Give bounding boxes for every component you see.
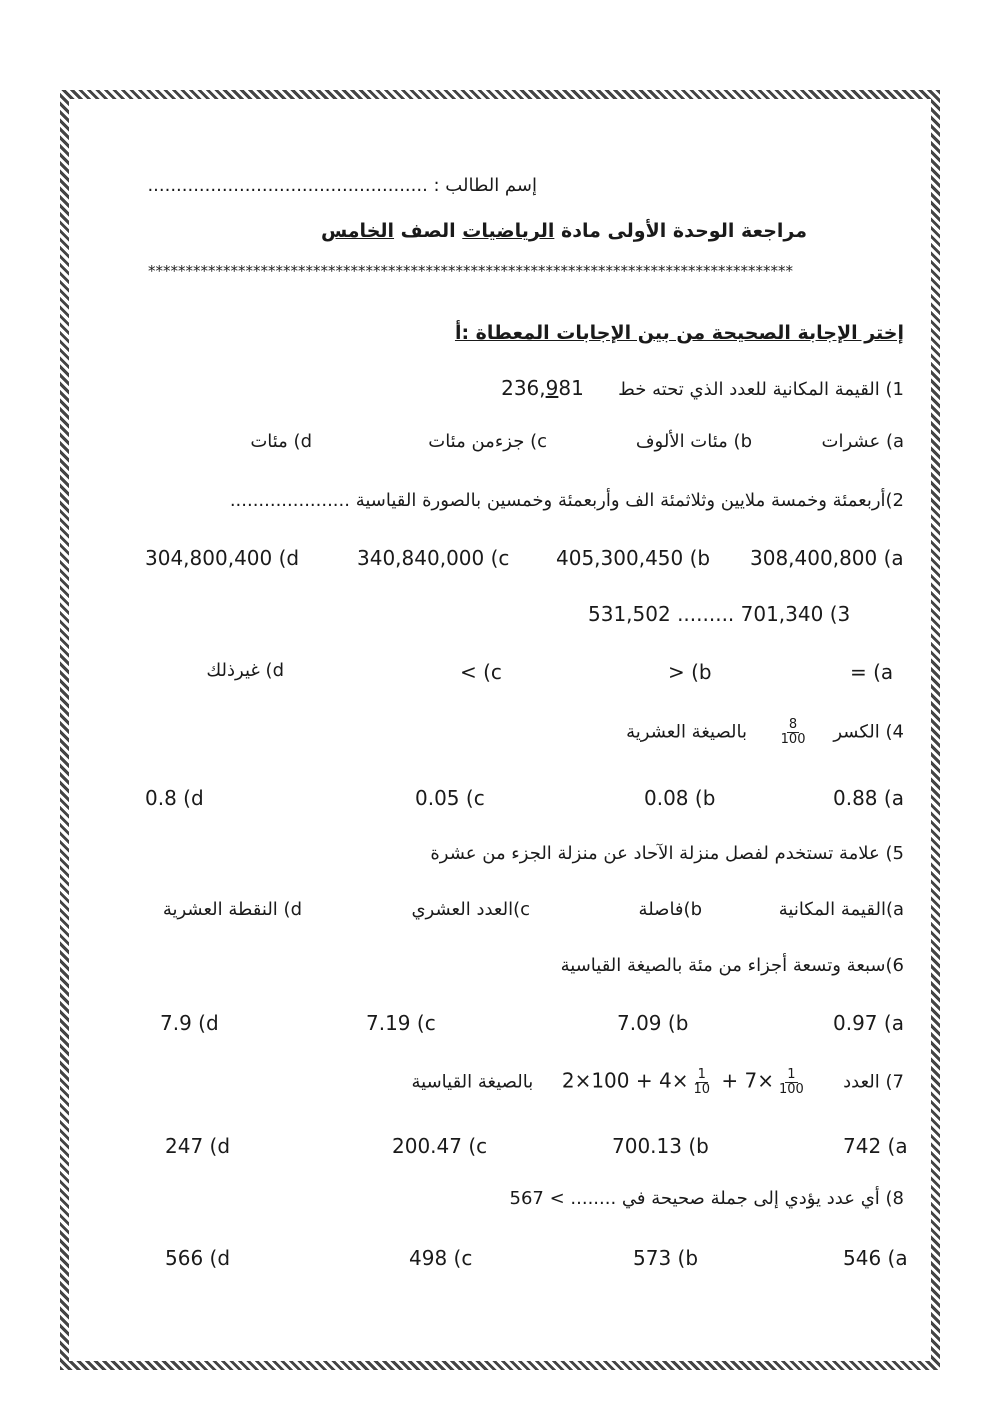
q4-option-a: 0.88 (a	[833, 786, 904, 810]
q2-option-d: 304,800,400 (d	[145, 546, 300, 570]
q8-option-b: 573 (b	[633, 1246, 699, 1270]
title-subject: الرياضيات	[462, 220, 555, 242]
student-name-line	[147, 175, 537, 196]
question-1-text: 1) القيمة المكانية للعدد الذي تحته خط	[618, 379, 904, 400]
q4-option-b: 0.08 (b	[644, 786, 716, 810]
question-3: 531,502 ......... 701,340 (3	[588, 602, 851, 626]
q6-option-a: 0.97 (a	[833, 1011, 904, 1035]
question-7-label: 7) العدد	[843, 1071, 904, 1093]
q6-option-b: 7.09 (b	[617, 1011, 689, 1035]
question-5: 5) علامة تستخدم لفصل منزلة الآحاد عن منزلة الجزء من عشرة	[430, 843, 904, 864]
fraction	[779, 718, 808, 747]
fraction-denominator: 100	[778, 1082, 804, 1097]
q6-option-c: 7.19 (c	[366, 1011, 436, 1035]
page-title	[321, 220, 807, 242]
question-4-text: 4) الكسر	[833, 721, 904, 743]
q1-option-d: d) مئات	[250, 431, 312, 452]
title-grade: الخامس	[320, 220, 395, 242]
question-7-expression	[562, 1068, 809, 1097]
q8-option-d: 566 (d	[165, 1246, 231, 1270]
q4-option-d: 0.8 (d	[145, 786, 204, 810]
q2-option-c: 340,840,000 (c	[357, 546, 510, 570]
stars-divider: **************************************************************************************	[148, 262, 793, 280]
q8-option-a: 546 (a	[843, 1246, 908, 1270]
q3-option-c: < (c	[460, 660, 502, 684]
expr-part: 2×100 + 4×	[561, 1068, 689, 1093]
question-7-text-post: بالصيغة القياسية	[411, 1071, 534, 1093]
title-text-2: الصف	[394, 220, 463, 242]
num-part-2: 81	[558, 376, 584, 400]
q2-option-b: 405,300,450 (b	[556, 546, 711, 570]
fraction-1	[691, 1068, 712, 1097]
q3-option-a: = (a	[850, 660, 894, 684]
q1-option-b: b) مئات الألوف	[635, 431, 752, 452]
fraction-numerator: 8	[788, 717, 798, 732]
q5-option-c: c)العدد العشري	[411, 899, 530, 920]
fraction-numerator: 1	[697, 1067, 706, 1082]
num-underlined: 9	[545, 376, 559, 400]
q4-option-c: 0.05 (c	[415, 786, 485, 810]
question-6: 6)سبعة وتسعة أجزاء من مئة بالصيغة القياسية	[560, 955, 904, 976]
question-7	[411, 1068, 904, 1097]
fraction-numerator: 1	[787, 1067, 796, 1082]
q7-option-a: 742 (a	[843, 1134, 908, 1158]
q5-option-b: b)فاصلة	[638, 899, 702, 920]
question-8: 8) أي عدد يؤدي إلى جملة صحيحة في ........ > 567	[509, 1188, 904, 1209]
expr-part-2: + 7×	[715, 1068, 774, 1093]
q3-option-b: > (b	[668, 660, 712, 684]
question-1	[501, 376, 904, 400]
question-1-number	[501, 376, 584, 400]
q1-option-c: c) جزءمن مئات	[428, 431, 547, 452]
q7-option-c: 200.47 (c	[392, 1134, 488, 1158]
title-text: مراجعة الوحدة الأولى مادة	[554, 220, 807, 242]
q5-option-a: a)القيمة المكانية	[778, 899, 904, 920]
question-2: 2)أربعمئة وخمسة ملايين وثلاثمئة الف وأربعمئة وخمسين بالصورة القياسية .....................	[229, 490, 904, 511]
instruction: إختر الإجابة الصحيحة من بين الإجابات المعطاة :أ	[454, 322, 904, 344]
q2-option-a: 308,400,800 (a	[750, 546, 904, 570]
question-4	[626, 718, 904, 747]
question-4-text-post: بالصيغة العشرية	[626, 721, 748, 743]
fraction-denominator: 10	[693, 1082, 711, 1097]
q7-option-d: 247 (d	[165, 1134, 231, 1158]
student-name-label: إسم الطالب : .................................................	[147, 175, 537, 196]
q5-option-d: d) النقطة العشرية	[162, 899, 302, 920]
q1-option-a: a) عشرات	[821, 431, 904, 452]
fraction-2	[777, 1068, 806, 1097]
fraction-denominator: 100	[780, 732, 806, 747]
q7-option-b: 700.13 (b	[612, 1134, 709, 1158]
q8-option-c: 498 (c	[409, 1246, 473, 1270]
q3-option-d: d) غيرذلك	[206, 660, 284, 681]
q6-option-d: 7.9 (d	[160, 1011, 219, 1035]
num-part: 236,	[501, 376, 546, 400]
